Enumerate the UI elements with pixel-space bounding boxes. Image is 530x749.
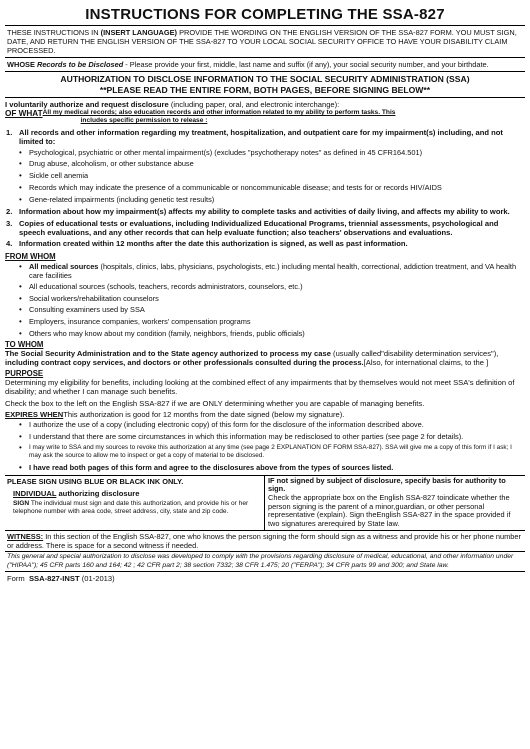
individual-rest: authorizing disclosure [58, 488, 140, 498]
acknowledgement-list [19, 420, 525, 471]
expires-line [5, 410, 525, 419]
item-3 [5, 219, 525, 237]
from-whom-label: FROM WHOM [5, 251, 56, 261]
purpose-check-text: Check the box to the left on the English SSA-827 if we are ONLY determining whether you are capable of managing benefits. [5, 398, 425, 408]
form-id-footer [5, 572, 525, 585]
authority-heading: IF not signed by subject of disclosure, specify basis for authority to sign. [268, 475, 506, 494]
to-whom-bold-2: including contract copy services, and doctors or other professionals consulted during the process. [5, 358, 364, 368]
medical-sources-text: (hospitals, clinics, labs, physicians, psychologists, etc.) including mental health, correctional, addiction treatment, and VA health care facilities [29, 261, 517, 280]
intro-paragraph [5, 26, 525, 58]
list-item: • Others who may know about my condition (family, neighbors, friends, public officials) [19, 329, 525, 338]
whose-section [5, 58, 525, 72]
witness-label: WITNESS: [7, 532, 44, 542]
list-item: • Consulting examiners used by SSA [19, 305, 525, 314]
form-label: Form [7, 573, 25, 583]
list-item: • Drug abuse, alcoholism, or other substance abuse [19, 159, 525, 168]
item-text: All records and other information regarding my treatment, hospitalization, and outpatient care for my impairment(s) including, and not limited to: [19, 128, 503, 147]
item-number: 2. [6, 206, 13, 216]
expires-text: This authorization is good for 12 months from the date signed (below my signature). [63, 410, 345, 420]
item-number: 4. [6, 239, 13, 249]
voluntary-text: (including paper, oral, and electronic interchange): [170, 100, 340, 109]
witness-section [5, 531, 525, 552]
list-item [19, 262, 525, 280]
page-title: INSTRUCTIONS FOR COMPLETING THE SSA-827 [5, 6, 525, 26]
whose-italic: Records to be Disclosed [36, 60, 124, 69]
authorization-heading: AUTHORIZATION TO DISCLOSE INFORMATION TO THE SOCIAL SECURITY ADMINISTRATION (SSA) [60, 74, 470, 84]
list-item: • All educational sources (schools, teachers, records administrators, counselors, etc.) [19, 282, 525, 291]
item1-bullet-list [19, 148, 525, 204]
form-id: SSA-827-INST [28, 573, 80, 583]
to-whom-bold: The Social Security Administration and to the State agency authorized to process my case [5, 349, 331, 359]
authority-text: Check the appropriate box on the English SSA-827 toindicate whether the person signing is the parent of a minor,guardian, or other personal representative (explain). Sign theEnglish SSA-827 in the space provided if two signatures arerequired by State law. [268, 492, 511, 528]
read-entire-form-heading: **PLEASE READ THE ENTIRE FORM, BOTH PAGES, BEFORE SIGNING BELOW** [5, 84, 525, 98]
list-item: • I may write to SSA and my sources to revoke this authorization at any time (see page 2 EXPLANATION OF FORM SSA-827). SSA will give me a copy of this form if I ask; I may ask the source to allow me to inspect or get a copy of material to be disclosed. [19, 444, 525, 460]
list-item: • Records which may indicate the presence of a communicable or noncommunicable disease; and tests for or records HIV/AIDS [19, 183, 525, 192]
item-text: Information about how my impairment(s) affects my ability to complete tasks and activities of daily living, and affects my ability to work. [19, 206, 510, 216]
to-whom-tail: [Also, for international claims, to the ] [363, 358, 489, 368]
to-whom-label: TO WHOM [5, 340, 44, 350]
whose-label: WHOSE [7, 60, 35, 69]
intro-pre: THESE INSTRUCTIONS IN [7, 28, 99, 37]
instructions-page [5, 0, 525, 585]
item-1 [5, 128, 525, 146]
item-2 [5, 207, 525, 216]
item-number: 1. [6, 128, 13, 138]
item-text: Copies of educational tests or evaluations, including Individualized Educational Programs, triennial assessments, psychological and speech evaluations, and any other records that can help evaluate function; also teachers' observations and evaluations. [19, 219, 499, 238]
to-whom-text [5, 349, 525, 367]
witness-text: In this section of the English SSA-827, one who knows the person signing the form should sign as a witness and provide his or her phone number or address. There is space for a second witness if needed. [7, 532, 521, 551]
item-number: 3. [6, 219, 13, 228]
list-item: • Psychological, psychiatric or other mental impairment(s) (excludes "psychotherapy notes" as defined in 45 CFR164.501) [19, 148, 525, 157]
authority-column [265, 476, 525, 531]
legal-notice: This general and special authorization to disclose was developed to comply with the provisions regarding disclosure of medical, educational, and other information under ("HIPAA"); 45 CFR parts 160 and 164; 42 ; 42 CFR part 2; 38 section 7332; 38 CFR 1.475; 20 ("FERPA"); 34 CFR parts 99 and 300; and State law. [5, 552, 525, 571]
of-what-line1: All my medical records; also education records and other information related to my ability to perform tasks. This [42, 109, 396, 117]
individual-column [5, 476, 265, 531]
whose-text: - Please provide your first, middle, last name and suffix (if any), your social security number, and your birthdate. [125, 60, 489, 69]
list-item: • I authorize the use of a copy (including electronic copy) of this form for the disclosure of the information described above. [19, 420, 525, 429]
list-item: • Employers, insurance companies, workers' compensation programs [19, 317, 525, 326]
item-4 [5, 239, 525, 248]
list-item: • Social workers/rehabilitation counselors [19, 294, 525, 303]
individual-label: INDIVIDUAL [13, 488, 57, 498]
list-item: • Sickle cell anemia [19, 171, 525, 180]
signature-instructions [5, 475, 525, 532]
medical-sources-bold: All medical sources [29, 261, 99, 271]
sign-text: The individual must sign and date this authorization, and provide his or her telephone number with area code, street address, city, state and zip code. [13, 499, 249, 515]
from-whom-list [19, 262, 525, 338]
sign-instruction [13, 500, 261, 516]
purpose-text: Determining my eligibility for benefits, including looking at the combined effect of any impairments that by themselves would not meet SSA's definition of disability; and whether I can manage such benefits. [5, 377, 515, 396]
list-item: • Gene-related impairments (including genetic test results) [19, 195, 525, 204]
voluntary-bold: I voluntarily authorize and request disclosure [5, 100, 169, 109]
item-text: Information created within 12 months after the date this authorization is signed, as well as past information. [19, 239, 408, 249]
voluntary-line [5, 100, 525, 109]
purpose-label: PURPOSE [5, 368, 44, 378]
list-item: • I have read both pages of this form and agree to the disclosures above from the types of sources listed. [19, 463, 525, 472]
of-what-label: OF WHAT [5, 109, 43, 119]
to-whom-mid: (usually called"disability determination services"), [333, 349, 499, 359]
individual-heading [13, 489, 261, 498]
intro-post: PROVIDE THE WORDING ON THE ENGLISH VERSION OF THE SSA-827 FORM. YOU MUST SIGN, DATE, AND RETURN THE ENGLISH VERSION OF THE SSA-827 TO YOUR LOCAL SOCIAL SECURITY OFFICE TO HAVE YOUR DISABILITY CLAIM PROCESSED. [7, 28, 517, 55]
expires-label: EXPIRES WHEN [5, 410, 64, 420]
form-date: (01-2013) [81, 573, 115, 583]
ink-instruction: PLEASE SIGN USING BLUE OR BLACK INK ONLY. [7, 476, 184, 486]
intro-language: (INSERT LANGUAGE) [100, 28, 178, 37]
sign-label: SIGN [13, 499, 30, 507]
of-what-section [5, 109, 525, 125]
of-what-line2: includes specific permission to release : [80, 117, 208, 125]
list-item: • I understand that there are some circumstances in which this information may be redisclosed to other parties (see page 2 for details). [19, 432, 525, 441]
